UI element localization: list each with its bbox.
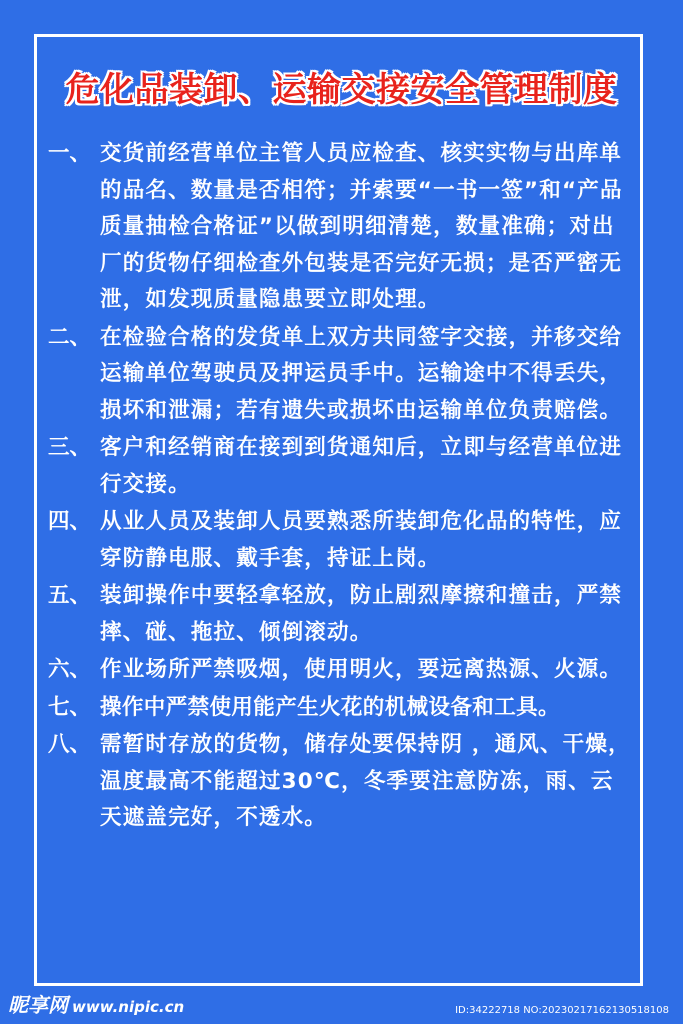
watermark-url: www.nipic.cn xyxy=(72,998,185,1016)
rule-number: 二、 xyxy=(48,324,92,350)
rule-number: 三、 xyxy=(48,435,92,460)
rule-text: 交货前经营单位主管人员应检查、核实实物与出库单的品名、数量是否相符；并索要“一书一签”和“产品质量抽检合格证”以做到明细清楚，数量准确；对出厂的货物仔细检查外包装是否完好无损；是否严密无泄，如发现质量隐患要立即处理。 xyxy=(100,141,623,312)
page-title: 危化品装卸、运输交接安全管理制度 xyxy=(65,70,618,110)
watermark-brand: 昵享网 xyxy=(8,993,68,1017)
rule-item-4 xyxy=(48,504,633,577)
watermark-logo xyxy=(8,989,184,1018)
rules-list xyxy=(48,136,633,837)
rule-number: 四、 xyxy=(48,509,92,534)
rule-text: 客户和经销商在接到到货通知后，立即与经营单位进行交接。 xyxy=(100,435,623,497)
rule-number: 八、 xyxy=(48,732,92,757)
rule-text: 作业场所严禁吸烟，使用明火，要远离热源、火源。 xyxy=(100,657,623,682)
rule-item-5 xyxy=(48,578,633,651)
rule-item-3 xyxy=(48,430,633,503)
rule-item-1 xyxy=(48,136,633,319)
rule-number: 六、 xyxy=(48,657,92,682)
watermark-id: ID:34222718 NO:20230217162130518108 xyxy=(455,1005,669,1016)
rule-item-8 xyxy=(48,727,633,837)
rule-item-7 xyxy=(48,690,633,727)
rule-text: 需暂时存放的货物，储存处要保持阴 ，通风、干燥，温度最高不能超过30℃，冬季要注意防冻，雨、云天遮盖完好，不透水。 xyxy=(100,732,631,830)
rule-text: 从业人员及装卸人员要熟悉所装卸危化品的特性，应穿防静电服、戴手套，持证上岗。 xyxy=(100,509,623,571)
rule-item-2 xyxy=(48,320,633,430)
rule-item-6 xyxy=(48,652,633,689)
rule-text: 装卸操作中要轻拿轻放，防止剧烈摩擦和撞击，严禁摔、碰、拖拉、倾倒滚动。 xyxy=(100,583,623,645)
rule-number: 五、 xyxy=(48,583,92,608)
rule-number: 七、 xyxy=(48,694,92,720)
rule-text: 在检验合格的发货单上双方共同签字交接，并移交给运输单位驾驶员及押运员手中。运输途中不得丢失，损坏和泄漏；若有遗失或损坏由运输单位负责赔偿。 xyxy=(100,324,623,423)
rule-text: 操作中严禁使用能产生火花的机械设备和工具。 xyxy=(100,694,560,720)
rule-number: 一、 xyxy=(48,141,92,166)
